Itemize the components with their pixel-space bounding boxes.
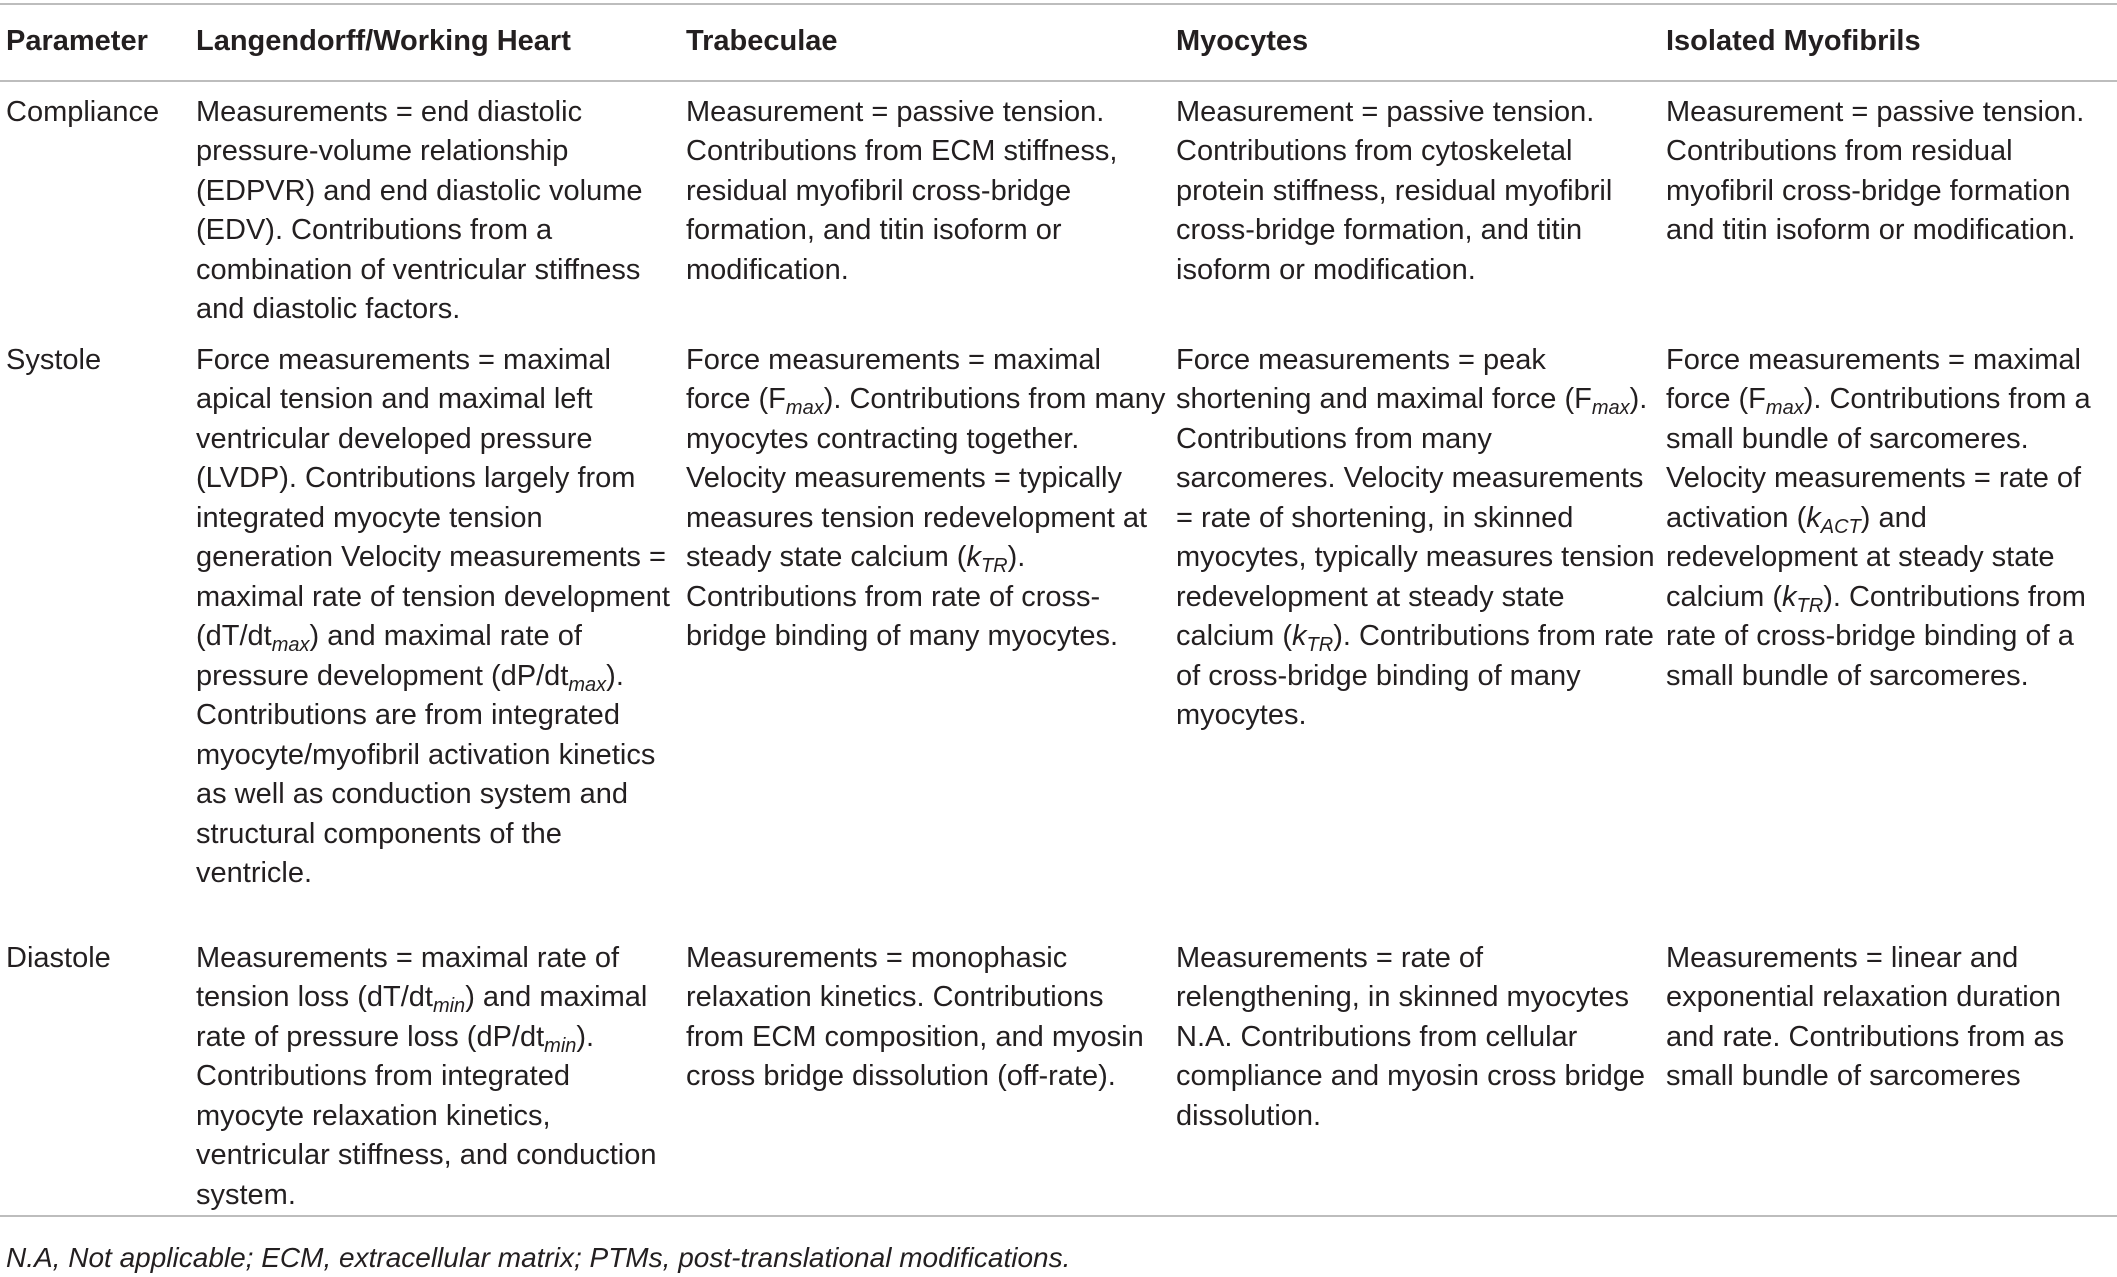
- cell-text: Force measurements = maximal force (F: [686, 343, 1101, 415]
- cell-text: ). Contributions are from integrated myocyte/myofibril activation kinetics as well as conduction system and structural components of the ventricle.: [196, 659, 656, 889]
- row-label: Systole: [6, 343, 102, 376]
- cell-text: ). Contributions from integrated myocyte relaxation kinetics, ventricular stiffness, and conduction system.: [196, 1020, 657, 1211]
- cell-text: ). Contributions from rate of cross-bridge binding of a small bundle of sarcomeres.: [1666, 580, 2086, 692]
- cell-myocytes: [1176, 330, 1666, 928]
- subscript: max: [1591, 397, 1630, 419]
- header-myofibrils: Isolated Myofibrils: [1666, 4, 2117, 81]
- cell-text: ). Contributions from many sarcomeres. Velocity measurements = rate of shortening, in skinned myocytes, typically measures tension redevelopment at steady state calcium (: [1176, 383, 1655, 652]
- header-parameter: Parameter: [0, 4, 196, 81]
- cell-myocytes: [1176, 928, 1666, 1217]
- subscript: TR: [1796, 594, 1824, 617]
- cell-text: ). Contributions from rate of cross-bridge binding of many myocytes.: [1176, 620, 1654, 731]
- cell-langendorff: [196, 81, 686, 330]
- cell-myofibrils: [1666, 928, 2117, 1217]
- header-trabeculae: Trabeculae: [686, 4, 1176, 81]
- italic-symbol: k: [1806, 501, 1821, 534]
- table-footnote: N.A, Not applicable; ECM, extracellular matrix; PTMs, post-translational modifications.: [6, 1242, 1071, 1273]
- header-langendorff: Langendorff/Working Heart: [196, 4, 686, 81]
- subscript: TR: [1306, 634, 1334, 656]
- subscript: min: [432, 995, 466, 1017]
- cell-text: Measurements = linear and exponential relaxation duration and rate. Contributions from as small bundle of sarcomeres: [1666, 941, 2065, 1092]
- italic-symbol: k: [1782, 580, 1797, 613]
- cell-trabeculae: [686, 81, 1176, 330]
- cell-myofibrils: [1666, 330, 2117, 928]
- header-row: [0, 4, 2117, 81]
- cell-trabeculae: [686, 330, 1176, 928]
- parameters-table: [0, 3, 2117, 1217]
- subscript: max: [568, 673, 607, 696]
- cell-text: Measurements = monophasic relaxation kinetics. Contributions from ECM composition, and myosin cross bridge dissolution (off-rate).: [686, 941, 1144, 1092]
- table-row: [0, 81, 2117, 330]
- subscript: min: [544, 1034, 577, 1057]
- cell-text: Measurement = passive tension. Contributions from cytoskeletal protein stiffness, residual myofibril cross-bridge formation, and titin isoform or modification.: [1176, 95, 1613, 286]
- cell-text: Measurements = maximal rate of tension loss (dT/dt: [196, 941, 620, 1013]
- cell-text: ) and redevelopment at steady state calcium (: [1666, 501, 2055, 613]
- header-myocytes: Myocytes: [1176, 4, 1666, 81]
- subscript: TR: [980, 555, 1008, 577]
- cell-myocytes: [1176, 81, 1666, 330]
- cell-langendorff: [196, 330, 686, 928]
- cell-text: Force measurements = peak shortening and maximal force (F: [1176, 343, 1592, 415]
- table-row: [0, 928, 2117, 1217]
- cell-text: ). Contributions from rate of cross-bridge binding of many myocytes.: [686, 541, 1118, 652]
- row-label: Compliance: [6, 95, 160, 128]
- subscript: max: [785, 397, 824, 419]
- cell-text: ) and maximal rate of pressure development (dP/dt: [196, 620, 582, 692]
- row-label: Diastole: [0, 928, 196, 1217]
- cell-text: Measurements = end diastolic pressure-volume relationship (EDPVR) and end diastolic volume (EDV). Contributions from a combination of ventricular stiffness and diastolic factors.: [196, 95, 643, 325]
- cell-text: Measurement = passive tension. Contributions from ECM stiffness, residual myofibril cross-bridge formation, and titin isoform or modification.: [686, 95, 1118, 286]
- cell-text: Force measurements = maximal force (F: [1666, 343, 2081, 415]
- cell-myofibrils: [1666, 81, 2117, 330]
- cell-text: ). Contributions from a small bundle of sarcomeres. Velocity measurements = rate of activation (: [1666, 383, 2091, 534]
- subscript: ACT: [1820, 515, 1861, 538]
- italic-symbol: k: [1292, 620, 1307, 652]
- cell-text: Force measurements = maximal apical tension and maximal left ventricular developed pressure (LVDP). Contributions largely from integrated myocyte tension generation Velocity measurements = maximal rate of tension development (dT/dt: [196, 343, 670, 652]
- subscript: max: [271, 634, 310, 656]
- cell-langendorff: [196, 928, 686, 1217]
- table-row: [0, 330, 2117, 928]
- cell-text: Measurement = passive tension. Contributions from residual myofibril cross-bridge formation and titin isoform or modification.: [1666, 95, 2085, 246]
- cell-text: Measurements = rate of relengthening, in skinned myocytes N.A. Contributions from cellular compliance and myosin cross bridge dissolution.: [1176, 941, 1646, 1132]
- subscript: max: [1765, 397, 1804, 419]
- cell-trabeculae: [686, 928, 1176, 1217]
- cell-text: ) and maximal rate of pressure loss (dP/dt: [196, 981, 648, 1053]
- cell-text: ). Contributions from many myocytes contracting together. Velocity measurements = typically measures tension redevelopment at steady state calcium (: [686, 383, 1166, 573]
- italic-symbol: k: [966, 541, 981, 573]
